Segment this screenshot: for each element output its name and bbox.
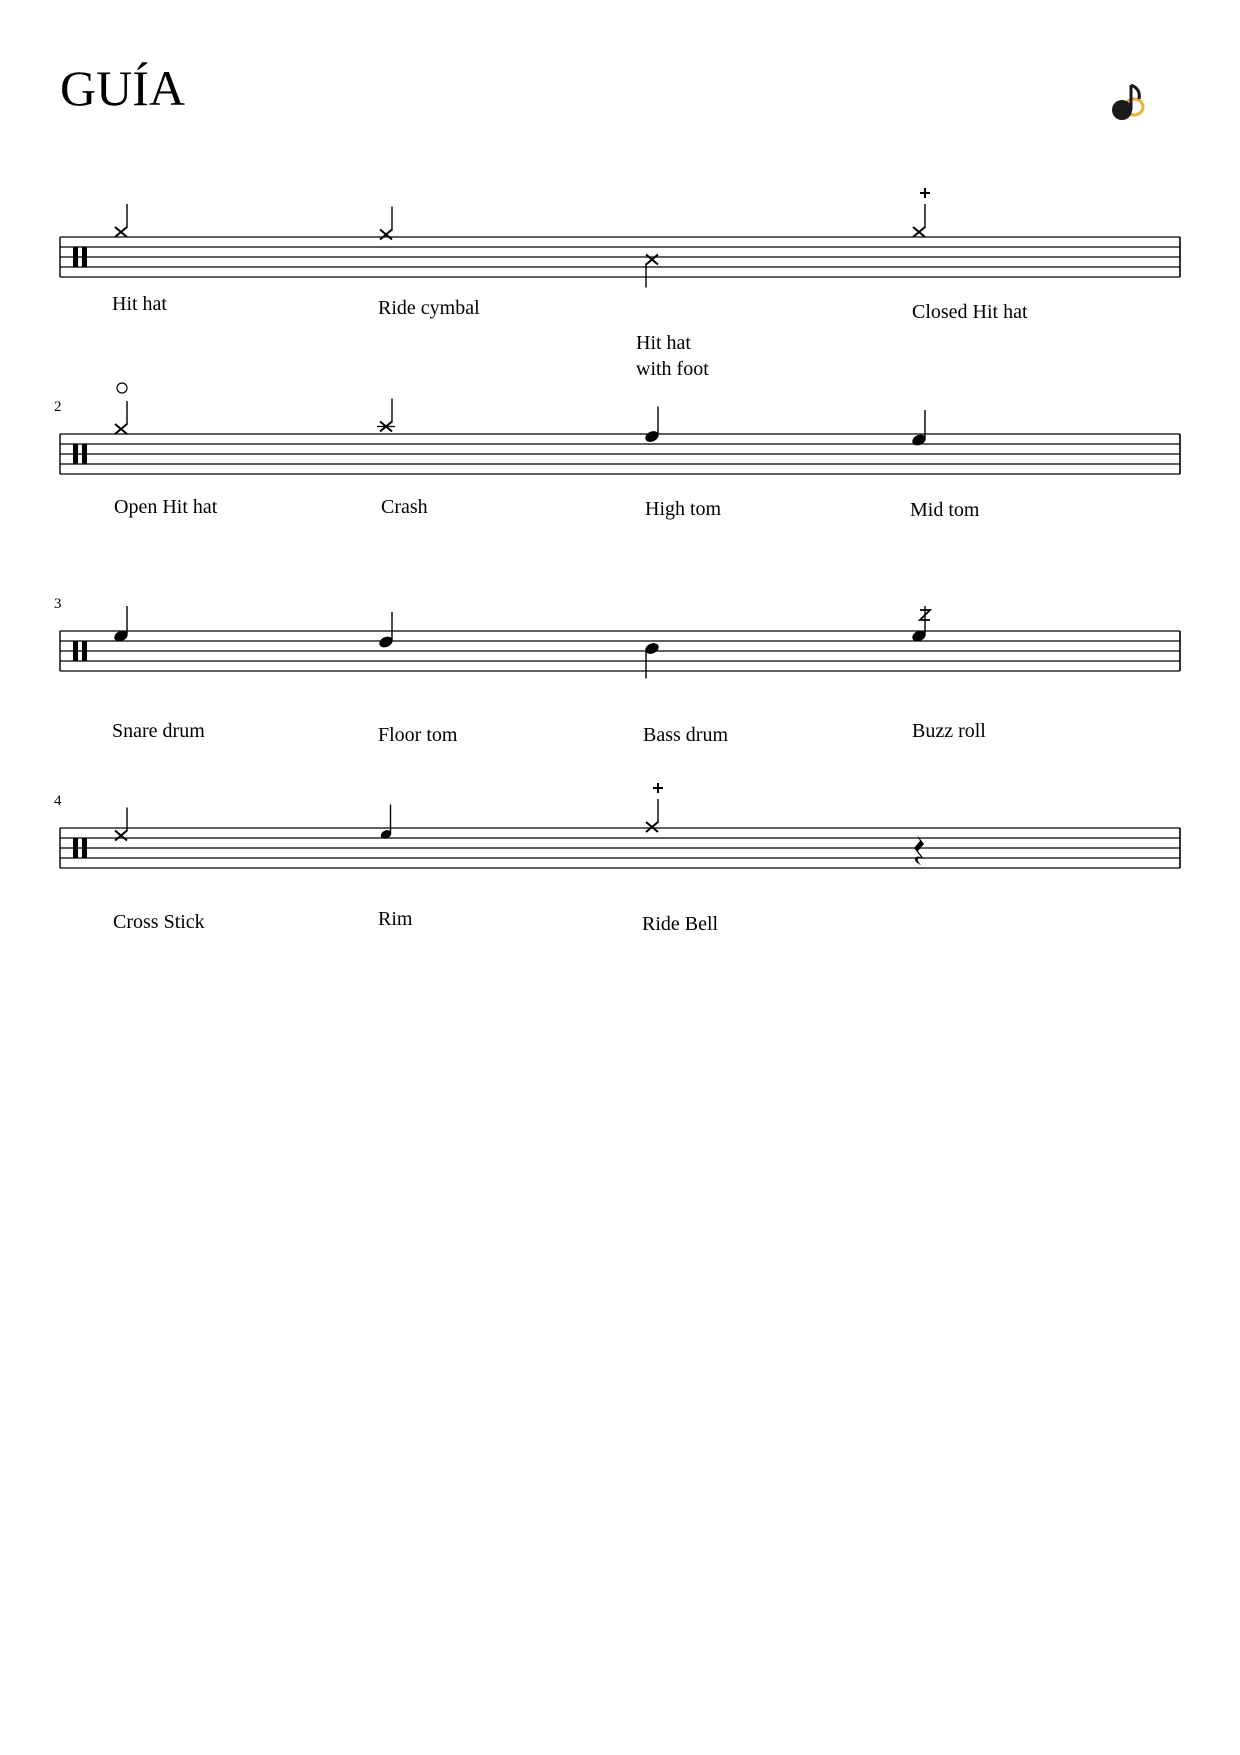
measure-number: 4	[54, 793, 62, 809]
instrument-label: High tom	[645, 498, 722, 520]
measure-number: 2	[54, 399, 62, 415]
instrument-label: Buzz roll	[912, 720, 986, 742]
instrument-label: Mid tom	[910, 499, 980, 521]
instrument-label: Ride Bell	[642, 913, 719, 935]
note-head	[1112, 100, 1132, 120]
instrument-label: Crash	[381, 496, 428, 518]
instrument-label: Hit hat	[112, 293, 167, 315]
page-title: GUÍA	[60, 60, 185, 116]
instrument-label: Ride cymbal	[378, 297, 480, 319]
instrument-label: Open Hit hat	[114, 496, 218, 518]
instrument-label: Hit hat	[636, 332, 691, 354]
instrument-label: Floor tom	[378, 724, 458, 746]
instrument-label: Cross Stick	[113, 911, 205, 933]
instrument-label: with foot	[636, 358, 709, 380]
measure-number: 3	[54, 596, 62, 612]
instrument-label: Snare drum	[112, 720, 205, 742]
instrument-label: Closed Hit hat	[912, 301, 1028, 323]
instrument-label: Bass drum	[643, 724, 728, 746]
instrument-label: Rim	[378, 908, 413, 930]
